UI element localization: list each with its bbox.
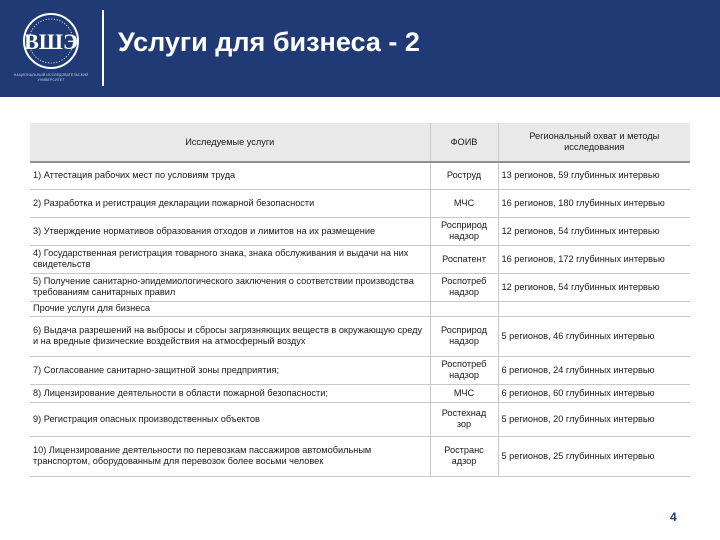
hse-logo-icon bbox=[22, 12, 80, 70]
table-row bbox=[30, 273, 690, 301]
service-cell: 2) Разработка и регистрация декларации пожарной безопасности bbox=[30, 189, 430, 217]
service-cell: 5) Получение санитарно-эпидемиологического заключения о соответствии производства требованиям санитарных правил bbox=[30, 273, 430, 301]
table-row bbox=[30, 402, 690, 436]
table-row bbox=[30, 316, 690, 356]
service-cell: 3) Утверждение нормативов образования отходов и лимитов на их размещение bbox=[30, 217, 430, 245]
foiv-cell: Роспотреб надзор bbox=[430, 273, 498, 301]
page-number: 4 bbox=[670, 510, 677, 524]
services-table bbox=[30, 123, 690, 477]
header-foiv: ФОИВ bbox=[430, 123, 498, 162]
foiv-cell: Ространс адзор bbox=[430, 436, 498, 476]
header-divider bbox=[102, 10, 104, 86]
service-cell: 8) Лицензирование деятельности в области пожарной безопасности; bbox=[30, 384, 430, 402]
header-services: Исследуемые услуги bbox=[30, 123, 430, 162]
foiv-cell: Росприрод надзор bbox=[430, 316, 498, 356]
foiv-cell: Росприрод надзор bbox=[430, 217, 498, 245]
table-row bbox=[30, 436, 690, 476]
section-label: Прочие услуги для бизнеса bbox=[30, 301, 430, 316]
coverage-cell: 12 регионов, 54 глубинных интервью bbox=[498, 273, 690, 301]
table-row bbox=[30, 189, 690, 217]
service-cell: 9) Регистрация опасных производственных объектов bbox=[30, 402, 430, 436]
table-row bbox=[30, 162, 690, 189]
logo-monogram: ВШЭ bbox=[24, 29, 78, 54]
table-row bbox=[30, 217, 690, 245]
coverage-cell: 12 регионов, 54 глубинных интервью bbox=[498, 217, 690, 245]
foiv-cell: Роспатент bbox=[430, 245, 498, 273]
logo-caption: НАЦИОНАЛЬНЫЙ ИССЛЕДОВАТЕЛЬСКИЙ УНИВЕРСИТЕТ bbox=[13, 73, 89, 82]
coverage-cell: 13 регионов, 59 глубинных интервью bbox=[498, 162, 690, 189]
service-cell: 10) Лицензирование деятельности по перевозкам пассажиров автомобильным транспортом, оборудованным для перевозок более восьми человек bbox=[30, 436, 430, 476]
coverage-cell: 6 регионов, 60 глубинных интервью bbox=[498, 384, 690, 402]
foiv-cell: МЧС bbox=[430, 384, 498, 402]
service-cell: 7) Согласование санитарно-защитной зоны предприятия; bbox=[30, 356, 430, 384]
page-title: Услуги для бизнеса - 2 bbox=[118, 27, 420, 57]
coverage-cell: 5 регионов, 46 глубинных интервью bbox=[498, 316, 690, 356]
service-cell: 6) Выдача разрешений на выбросы и сбросы загрязняющих веществ в окружающую среду и на вредные физические воздействия на атмосферный воздух bbox=[30, 316, 430, 356]
foiv-cell: Роструд bbox=[430, 162, 498, 189]
table-header-row bbox=[30, 123, 690, 162]
header-bar bbox=[0, 0, 720, 97]
header-coverage: Региональный охват и методы исследования bbox=[498, 123, 690, 162]
coverage-cell: 5 регионов, 25 глубинных интервью bbox=[498, 436, 690, 476]
table-row bbox=[30, 356, 690, 384]
service-cell: 4) Государственная регистрация товарного знака, знака обслуживания и выдачи на них свидетельств bbox=[30, 245, 430, 273]
table-row bbox=[30, 245, 690, 273]
table-row bbox=[30, 384, 690, 402]
coverage-cell: 6 регионов, 24 глубинных интервью bbox=[498, 356, 690, 384]
foiv-cell: Ростехнад зор bbox=[430, 402, 498, 436]
coverage-cell: 5 регионов, 20 глубинных интервью bbox=[498, 402, 690, 436]
coverage-cell: 16 регионов, 172 глубинных интервью bbox=[498, 245, 690, 273]
logo bbox=[0, 0, 102, 97]
service-cell: 1) Аттестация рабочих мест по условиям труда bbox=[30, 162, 430, 189]
coverage-cell: 16 регионов, 180 глубинных интервью bbox=[498, 189, 690, 217]
section-row bbox=[30, 301, 690, 316]
foiv-cell: МЧС bbox=[430, 189, 498, 217]
foiv-cell: Роспотреб надзор bbox=[430, 356, 498, 384]
